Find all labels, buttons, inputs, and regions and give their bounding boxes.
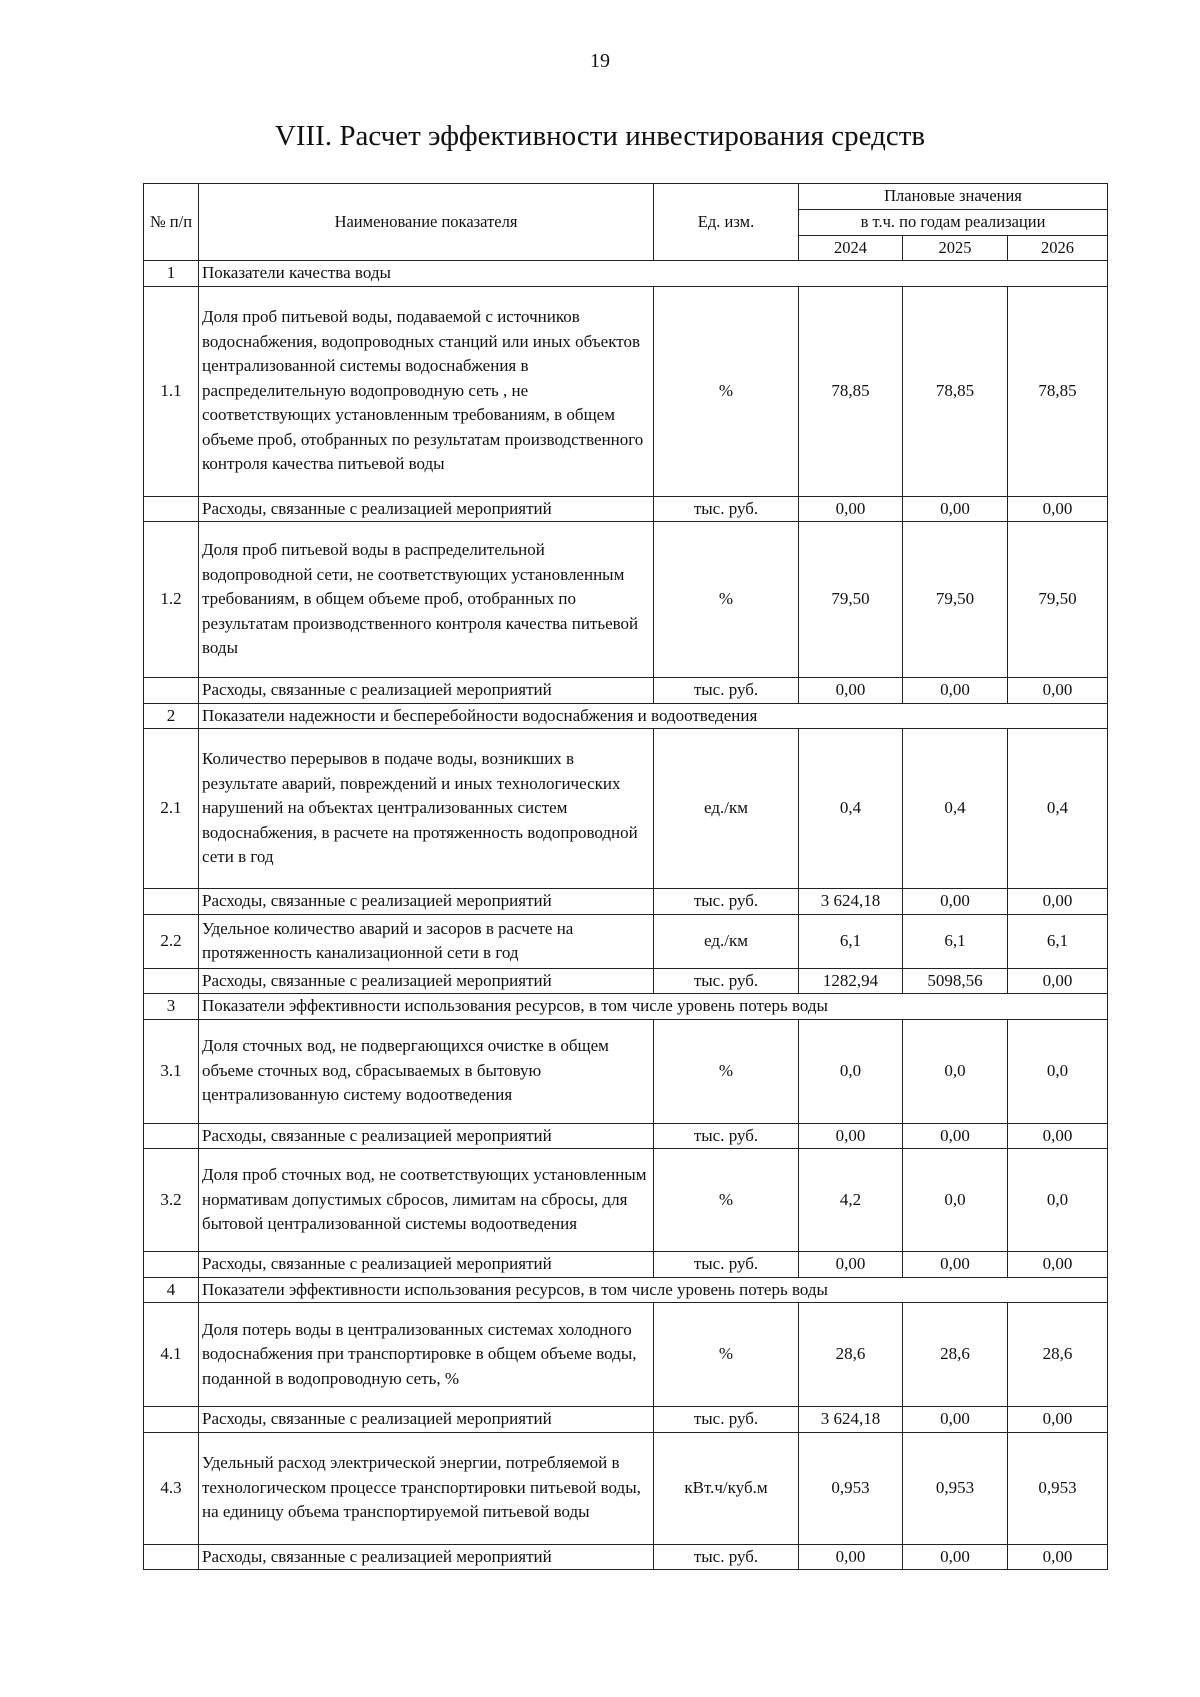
indicator-unit: %	[654, 1019, 799, 1123]
expense-name: Расходы, связанные с реализацией мероприятий	[199, 1407, 654, 1433]
indicator-name: Доля потерь воды в централизованных системах холодного водоснабжения при транспортировке в общем объеме воды, поданной в водопроводную сеть, %	[199, 1303, 654, 1407]
indicator-name: Доля проб сточных вод, не соответствующих установленным нормативам допустимых сбросов, лимитам на сбросы, для бытовой централизованной системы водоотведения	[199, 1149, 654, 1252]
value-2024: 0,4	[799, 729, 903, 889]
value-2024: 6,1	[799, 914, 903, 968]
section-title: Показатели эффективности использования ресурсов, в том числе уровень потерь воды	[199, 1277, 1108, 1303]
indicator-number: 1.2	[144, 522, 199, 678]
header-year-2025: 2025	[903, 235, 1008, 261]
value-2025: 0,00	[903, 1407, 1008, 1433]
indicator-row	[144, 914, 1108, 968]
value-2026: 0,00	[1008, 1252, 1108, 1278]
indicator-unit: %	[654, 1149, 799, 1252]
section-title: Показатели надежности и бесперебойности водоснабжения и водоотведения	[199, 703, 1108, 729]
section-row	[144, 994, 1108, 1020]
expense-unit: тыс. руб.	[654, 496, 799, 522]
value-2025: 79,50	[903, 522, 1008, 678]
value-2025: 0,00	[903, 889, 1008, 915]
expense-row	[144, 1407, 1108, 1433]
expense-row	[144, 1123, 1108, 1149]
indicator-unit: кВт.ч/куб.м	[654, 1432, 799, 1544]
indicator-name: Удельный расход электрической энергии, потребляемой в технологическом процессе транспортировки питьевой воды, на единицу объема транспортируемой питьевой воды	[199, 1432, 654, 1544]
indicator-name: Доля проб питьевой воды в распределительной водопроводной сети, не соответствующих установленным требованиям, в общем объеме проб, отобранных по результатам производственного контроля качества питьевой воды	[199, 522, 654, 678]
section-row	[144, 703, 1108, 729]
section-row	[144, 1277, 1108, 1303]
value-2024: 0,953	[799, 1432, 903, 1544]
indicator-row	[144, 286, 1108, 496]
expense-unit: тыс. руб.	[654, 1252, 799, 1278]
header-by-years: в т.ч. по годам реализации	[799, 210, 1108, 236]
expense-row	[144, 678, 1108, 704]
indicator-number: 1.1	[144, 286, 199, 496]
investment-efficiency-table	[143, 183, 1108, 1570]
section-title: Показатели эффективности использования ресурсов, в том числе уровень потерь воды	[199, 994, 1108, 1020]
indicator-number: 4.1	[144, 1303, 199, 1407]
value-2024: 4,2	[799, 1149, 903, 1252]
value-2026: 78,85	[1008, 286, 1108, 496]
section-number: 4	[144, 1277, 199, 1303]
value-2026: 6,1	[1008, 914, 1108, 968]
expense-name: Расходы, связанные с реализацией мероприятий	[199, 1123, 654, 1149]
value-2024: 28,6	[799, 1303, 903, 1407]
value-2026: 0,00	[1008, 1544, 1108, 1570]
value-2026: 0,00	[1008, 1123, 1108, 1149]
indicator-unit: ед./км	[654, 729, 799, 889]
value-2026: 0,00	[1008, 496, 1108, 522]
indicator-row	[144, 1432, 1108, 1544]
header-unit: Ед. изм.	[654, 184, 799, 261]
indicator-unit: %	[654, 1303, 799, 1407]
value-2024: 0,0	[799, 1019, 903, 1123]
value-2024: 1282,94	[799, 968, 903, 994]
value-2025: 0,00	[903, 678, 1008, 704]
value-2024: 3 624,18	[799, 1407, 903, 1433]
value-2026: 79,50	[1008, 522, 1108, 678]
section-number: 3	[144, 994, 199, 1020]
header-plan-values: Плановые значения	[799, 184, 1108, 210]
value-2025: 0,953	[903, 1432, 1008, 1544]
value-2024: 0,00	[799, 678, 903, 704]
indicator-unit: ед./км	[654, 914, 799, 968]
value-2025: 0,00	[903, 1544, 1008, 1570]
expense-row	[144, 496, 1108, 522]
header-year-2026: 2026	[1008, 235, 1108, 261]
expense-unit: тыс. руб.	[654, 968, 799, 994]
value-2024: 0,00	[799, 496, 903, 522]
value-2026: 0,00	[1008, 1407, 1108, 1433]
expense-unit: тыс. руб.	[654, 1123, 799, 1149]
section-row	[144, 261, 1108, 287]
expense-unit: тыс. руб.	[654, 1544, 799, 1570]
value-2026: 0,953	[1008, 1432, 1108, 1544]
indicator-row	[144, 1149, 1108, 1252]
value-2024: 0,00	[799, 1544, 903, 1570]
value-2025: 5098,56	[903, 968, 1008, 994]
indicator-number: 3.1	[144, 1019, 199, 1123]
expense-name: Расходы, связанные с реализацией мероприятий	[199, 889, 654, 915]
expense-unit: тыс. руб.	[654, 889, 799, 915]
value-2024: 78,85	[799, 286, 903, 496]
value-2026: 0,00	[1008, 889, 1108, 915]
value-2025: 0,00	[903, 1252, 1008, 1278]
value-2025: 6,1	[903, 914, 1008, 968]
expense-row	[144, 1252, 1108, 1278]
value-2024: 3 624,18	[799, 889, 903, 915]
value-2025: 0,4	[903, 729, 1008, 889]
expense-row	[144, 968, 1108, 994]
indicator-row	[144, 522, 1108, 678]
value-2024: 79,50	[799, 522, 903, 678]
indicator-name: Удельное количество аварий и засоров в расчете на протяженность канализационной сети в год	[199, 914, 654, 968]
value-2026: 0,0	[1008, 1149, 1108, 1252]
expense-unit: тыс. руб.	[654, 678, 799, 704]
value-2025: 78,85	[903, 286, 1008, 496]
section-number: 2	[144, 703, 199, 729]
expense-name: Расходы, связанные с реализацией мероприятий	[199, 1252, 654, 1278]
page-number: 19	[590, 50, 610, 72]
expense-name: Расходы, связанные с реализацией мероприятий	[199, 678, 654, 704]
value-2026: 0,00	[1008, 968, 1108, 994]
indicator-unit: %	[654, 522, 799, 678]
document-title: VIII. Расчет эффективности инвестирования средств	[274, 120, 926, 152]
value-2026: 0,00	[1008, 678, 1108, 704]
expense-name: Расходы, связанные с реализацией мероприятий	[199, 1544, 654, 1570]
indicator-row	[144, 1303, 1108, 1407]
indicator-number: 4.3	[144, 1432, 199, 1544]
expense-row	[144, 1544, 1108, 1570]
section-number: 1	[144, 261, 199, 287]
value-2026: 0,4	[1008, 729, 1108, 889]
value-2025: 0,0	[903, 1019, 1008, 1123]
expense-row	[144, 889, 1108, 915]
header-year-2024: 2024	[799, 235, 903, 261]
indicator-name: Доля сточных вод, не подвергающихся очистке в общем объеме сточных вод, сбрасываемых в бытовую централизованную систему водоотведения	[199, 1019, 654, 1123]
value-2024: 0,00	[799, 1123, 903, 1149]
expense-name: Расходы, связанные с реализацией мероприятий	[199, 496, 654, 522]
indicator-row	[144, 729, 1108, 889]
value-2025: 0,0	[903, 1149, 1008, 1252]
indicator-row	[144, 1019, 1108, 1123]
indicator-number: 3.2	[144, 1149, 199, 1252]
expense-name: Расходы, связанные с реализацией мероприятий	[199, 968, 654, 994]
value-2025: 28,6	[903, 1303, 1008, 1407]
value-2026: 0,0	[1008, 1019, 1108, 1123]
indicator-number: 2.2	[144, 914, 199, 968]
section-title: Показатели качества воды	[199, 261, 1108, 287]
indicator-number: 2.1	[144, 729, 199, 889]
value-2026: 28,6	[1008, 1303, 1108, 1407]
indicator-name: Доля проб питьевой воды, подаваемой с источников водоснабжения, водопроводных станций или иных объектов централизованной системы водоснабжения в распределительную водопроводную сеть , не соответствующих установленным требованиям, в общем объеме проб, отобранных по результатам производственного контроля качества питьевой воды	[199, 286, 654, 496]
indicator-unit: %	[654, 286, 799, 496]
header-number: № п/п	[144, 184, 199, 261]
value-2025: 0,00	[903, 1123, 1008, 1149]
header-indicator-name: Наименование показателя	[199, 184, 654, 261]
indicator-name: Количество перерывов в подаче воды, возникших в результате аварий, повреждений и иных технологических нарушений на объектах централизованных систем водоснабжения, в расчете на протяженность водопроводной сети в год	[199, 729, 654, 889]
expense-unit: тыс. руб.	[654, 1407, 799, 1433]
value-2024: 0,00	[799, 1252, 903, 1278]
value-2025: 0,00	[903, 496, 1008, 522]
